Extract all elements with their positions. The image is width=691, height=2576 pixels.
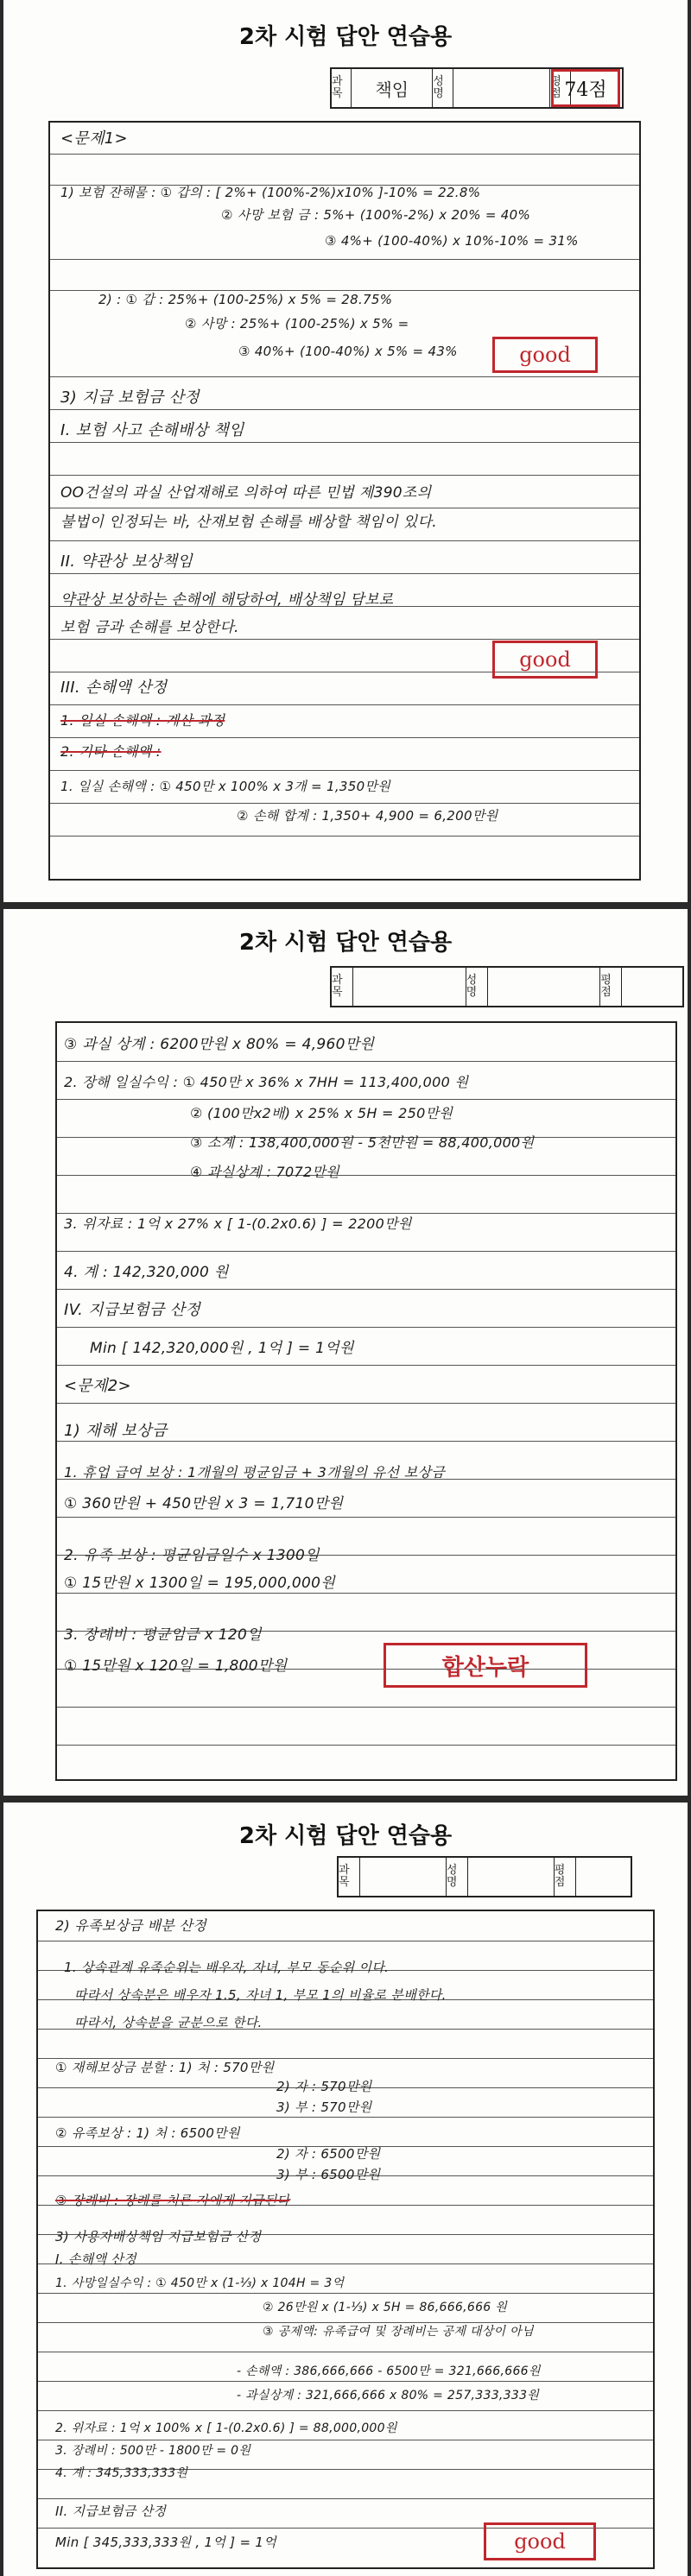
answer-line: 2) 자 : 6500만원 (276, 2146, 381, 2162)
answer-line: ① 재해보상금 분할 : 1) 처 : 570만원 (55, 2060, 275, 2075)
answer-line: Min [ 345,333,333원 , 1억 ] = 1억 (55, 2535, 277, 2550)
struck-answer-line: 2. 기타 손해액 : (60, 743, 162, 760)
good-mark: good (484, 2522, 596, 2560)
name-value (488, 968, 601, 1006)
answer-line: 3) 지급 보험금 산정 (60, 388, 200, 407)
answer-line: 1. 사망일실수익 : ① 450만 x (1-⅓) x 104H = 3억 (55, 2276, 345, 2290)
answer-line: I. 보험 사고 손해배상 책임 (60, 421, 244, 439)
name-label: 성명 (433, 69, 453, 107)
answer-line: 1) 재해 보상금 (64, 1422, 168, 1440)
subject-label: 과목 (332, 968, 353, 1006)
answer-line: 2) : ① 갑 : 25%+ (100-25%) x 5% = 28.75% (98, 292, 393, 307)
answer-line: II. 약관상 보상책임 (60, 552, 193, 571)
answer-line: 1. 일실 손해액 : ① 450만 x 100% x 3개 = 1,350만원 (60, 779, 390, 794)
answer-line: 2. 장해 일실수익 : ① 450만 x 36% x 7HH = 113,400,000 원 (64, 1074, 469, 1090)
sheet-title: 2차 시험 답안 연습용 (238, 24, 453, 50)
score-cell (622, 968, 682, 1006)
subject-label: 과목 (339, 1858, 360, 1896)
answer-line: ③ 소계 : 138,400,000원 - 5천만원 = 88,400,000원 (190, 1134, 535, 1151)
sheet-title: 2차 시험 답안 연습용 (238, 1823, 453, 1849)
answer-line: 2) 유족보상금 배분 산정 (55, 1917, 206, 1934)
name-value (468, 1858, 555, 1896)
answer-line: 4. 계 : 142,320,000 원 (64, 1264, 229, 1281)
name-label: 성명 (466, 968, 488, 1006)
subject-label: 과목 (332, 69, 352, 107)
answer-line: 4. 계 : 345,333,333원 (55, 2466, 188, 2480)
answer-line: 3) 부 : 570만원 (276, 2099, 372, 2115)
answer-line: ② 유족보상 : 1) 처 : 6500만원 (55, 2125, 240, 2141)
answer-line: ② 사망 보험 금 : 5%+ (100%-2%) x 20% = 40% (221, 207, 531, 223)
grade-label: 평점 (550, 69, 570, 107)
answer-line: 보험 금과 손해를 보상한다. (60, 619, 239, 636)
grade-label: 평점 (600, 968, 622, 1006)
answer-line: Min [ 142,320,000원 , 1억 ] = 1억원 (90, 1340, 354, 1357)
name-label: 성명 (447, 1858, 468, 1896)
answer-line: ① 360만원 + 450만원 x 3 = 1,710만원 (64, 1495, 344, 1512)
answer-line: 1. 휴업 급여 보상 : 1개월의 평균임금 + 3개월의 유선 보상금 (64, 1464, 445, 1481)
good-mark: good (492, 337, 598, 373)
grade-label: 평점 (555, 1858, 576, 1896)
answer-line: 3. 장례비 : 500만 - 1800만 = 0원 (55, 2444, 251, 2458)
subject-value (353, 968, 466, 1006)
problem-heading: <문제1> (60, 129, 128, 148)
answer-sheet-3 (3, 1803, 688, 2576)
name-value (453, 69, 551, 107)
answer-line: II. 지급보험금 산정 (55, 2503, 167, 2519)
answer-line: 1. 상속관계 유족순위는 배우자, 자녀, 부모 동순위 이다. (64, 1960, 390, 1975)
header-box (337, 1856, 632, 1897)
answer-line: - 손해액 : 386,666,666 - 6500만 = 321,666,666원 (237, 2364, 541, 2378)
answer-line: ② 손해 합계 : 1,350+ 4,900 = 6,200만원 (237, 808, 498, 824)
answer-line: 3) 사용자배상책임 지급보험금 산정 (55, 2229, 262, 2245)
missing-sum-mark: 합산누락 (384, 1643, 587, 1688)
score-value: 74점 (564, 79, 607, 101)
answer-line: 3) 부 : 6500만원 (276, 2167, 381, 2182)
subject-value (360, 1858, 447, 1896)
answer-line: ② (100만x2배) x 25% x 5H = 250만원 (190, 1105, 453, 1121)
header-box (330, 966, 684, 1007)
answer-line: 3. 장례비 : 평균임금 x 120일 (64, 1626, 262, 1644)
score-cell (576, 1858, 631, 1896)
answer-line: ④ 과실상계 : 7072만원 (190, 1164, 339, 1180)
answer-line: ③ 공제액: 유족급여 및 장례비는 공제 대상이 아님 (263, 2325, 534, 2339)
answer-line: I. 손해액 산정 (55, 2251, 136, 2267)
answer-line: IV. 지급보험금 산정 (64, 1301, 201, 1319)
answer-line: 2) 자 : 570만원 (276, 2079, 372, 2094)
answer-line: - 과실상계 : 321,666,666 x 80% = 257,333,333원 (237, 2389, 540, 2402)
subject-value: 책임 (352, 69, 433, 107)
answer-line: ② 사망 : 25%+ (100-25%) x 5% = (185, 316, 409, 331)
answer-sheet-2 (3, 909, 688, 1796)
problem-heading: <문제2> (64, 1377, 131, 1395)
answer-line: 불법이 인정되는 바, 산재보험 손해를 배상할 책임이 있다. (60, 514, 437, 531)
answer-sheet-1 (3, 0, 688, 902)
answer-line: ① 15만원 x 1300일 = 195,000,000원 (64, 1575, 335, 1592)
answer-line: III. 손해액 산정 (60, 679, 168, 697)
answer-line: OO건설의 과실 산업재해로 의하여 따른 민법 제390조의 (60, 484, 432, 502)
answer-line: 따라서, 상속분을 균분으로 한다. (74, 2015, 263, 2030)
answer-line: ② 26만원 x (1-⅓) x 5H = 86,666,666 원 (263, 2301, 508, 2314)
answer-line: ① 15만원 x 120일 = 1,800만원 (64, 1657, 288, 1675)
answer-line: 2. 위자료 : 1억 x 100% x [ 1-(0.2x0.6) ] = 88,000,000원 (55, 2421, 397, 2435)
sheet-title: 2차 시험 답안 연습용 (238, 930, 453, 956)
good-mark: good (492, 641, 598, 679)
answer-line: 따라서 상속분은 배우자 1.5, 자녀 1, 부모 1의 비율로 분배한다. (74, 1987, 447, 2003)
struck-answer-line: 1. 일실 손해액 : 계산 과정 (60, 712, 225, 729)
answer-line: ③ 4%+ (100-40%) x 10%-10% = 31% (325, 233, 579, 249)
answer-line: ③ 40%+ (100-40%) x 5% = 43% (238, 344, 458, 359)
answer-line: 3. 위자료 : 1억 x 27% x [ 1-(0.2x0.6) ] = 2200만원 (64, 1215, 412, 1232)
answer-line: 2. 유족 보상 : 평균임금일수 x 1300일 (64, 1547, 320, 1564)
answer-line: ③ 과실 상계 : 6200만원 x 80% = 4,960만원 (64, 1036, 375, 1053)
answer-line: 약관상 보상하는 손해에 해당하여, 배상책임 담보로 (60, 591, 394, 609)
score-highlight (551, 69, 620, 107)
struck-answer-line: ③ 장례비 : 장례를 치른 자에게 지급된다 (55, 2193, 290, 2208)
answer-line: 1) 보험 잔해물 : ① 갑의 : [ 2%+ (100%-2%)x10% ]-10% = 22.8% (60, 185, 481, 200)
